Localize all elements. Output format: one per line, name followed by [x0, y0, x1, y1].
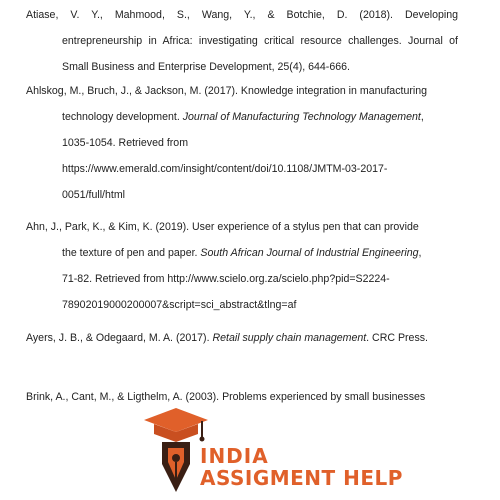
logo-text-line2: ASSIGMENT HELP	[200, 466, 403, 490]
reference-line: Ahlskog, M., Bruch, J., & Jackson, M. (2017). Knowledge integration in manufacturing	[26, 85, 427, 97]
reference-text: the texture of pen and paper.	[62, 247, 201, 259]
reference-url: 78902019000200007&script=sci_abstract&tlng=af	[62, 299, 297, 311]
reference-ayers	[26, 325, 458, 351]
reference-line: Brink, A., Cant, M., & Ligthelm, A. (2003). Problems experienced by small businesses	[26, 391, 426, 403]
book-title: Retail supply chain management	[212, 332, 367, 344]
reference-ahn	[26, 214, 458, 318]
reference-line: Atiase, V. Y., Mahmood, S., Wang, Y., & Botchie, D. (2018). Developing	[26, 9, 458, 21]
reference-line: Small Business and Enterprise Development, 25(4), 644-666.	[62, 61, 350, 73]
reference-text: technology development.	[62, 111, 183, 123]
reference-line: Ahn, J., Park, K., & Kim, K. (2019). User experience of a stylus pen that can provide	[26, 221, 419, 233]
reference-atiase	[26, 2, 458, 80]
reference-line	[26, 325, 458, 351]
reference-line	[26, 240, 458, 266]
india-assignment-help-logo	[140, 404, 410, 500]
logo-text-line1: INDIA	[200, 444, 269, 468]
reference-line: entrepreneurship in Africa: investigating critical resource challenges. Journal of	[62, 35, 458, 47]
reference-text: . CRC Press.	[366, 332, 428, 344]
journal-title: South African Journal of Industrial Engineering	[200, 247, 419, 259]
reference-url: 71-82. Retrieved from http://www.scielo.org.za/scielo.php?pid=S2224-	[62, 273, 390, 285]
reference-text: ,	[418, 247, 422, 259]
reference-ahlskog	[26, 78, 458, 208]
reference-text: Ayers, J. B., & Odegaard, M. A. (2017).	[26, 332, 213, 344]
reference-line	[26, 104, 458, 130]
journal-title: Journal of Manufacturing Technology Management	[182, 111, 421, 123]
reference-text: ,	[420, 111, 424, 123]
reference-url: 0051/full/html	[62, 189, 126, 201]
reference-url: https://www.emerald.com/insight/content/doi/10.1108/JMTM-03-2017-	[62, 163, 388, 175]
reference-line: 1035-1054. Retrieved from	[62, 137, 189, 149]
